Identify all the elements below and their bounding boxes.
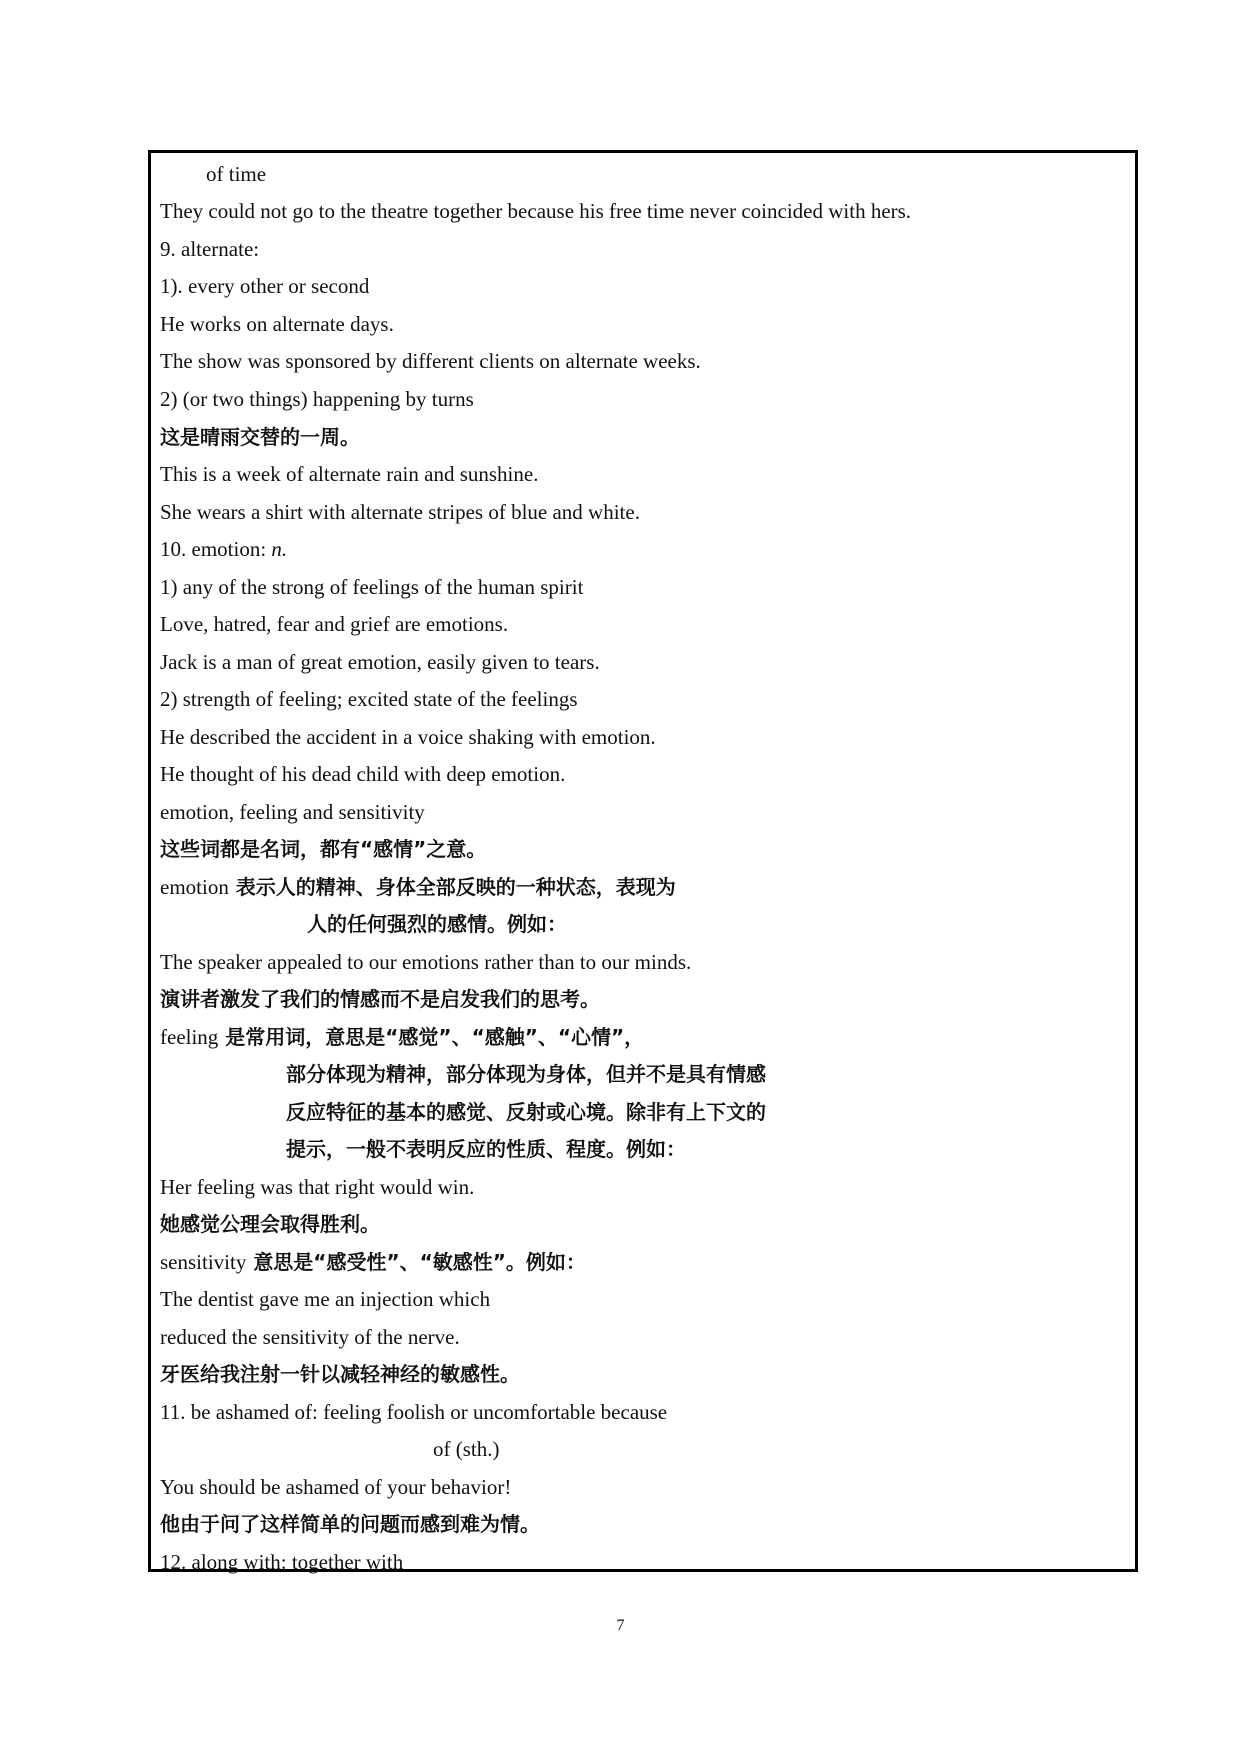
entry-heading: 12. along with: together with [160, 1550, 404, 1574]
example: Her feeling was that right would win. [160, 1175, 475, 1199]
entry-heading: 11. be ashamed of: feeling foolish or uncomfortable because [160, 1400, 668, 1424]
text-line: They could not go to the theatre together because his free time never coincided with hers. [160, 199, 912, 223]
example: Jack is a man of great emotion, easily given to tears. [160, 650, 600, 674]
definition: 2) (or two things) happening by turns [160, 387, 474, 411]
entry-heading: 9. alternate: [160, 237, 260, 261]
example: She wears a shirt with alternate stripes of blue and white. [160, 500, 640, 524]
example: You should be ashamed of your behavior! [160, 1475, 512, 1499]
example: He works on alternate days. [160, 312, 394, 336]
chinese-line: 她感觉公理会取得胜利。 [160, 1212, 380, 1236]
chinese-line: 牙医给我注射一针以减轻神经的敏感性。 [160, 1362, 520, 1386]
chinese-line: sensitivity 意思是“感受性”、“敏感性”。例如： [160, 1250, 586, 1274]
definition: 1) any of the strong of feelings of the human spirit [160, 575, 584, 599]
example: The show was sponsored by different clients on alternate weeks. [160, 349, 701, 373]
text-line: of time [206, 162, 267, 186]
entry-heading: 10. emotion: n. [160, 537, 288, 561]
example: He described the accident in a voice shaking with emotion. [160, 725, 656, 749]
chinese-line: 他由于问了这样简单的问题而感到难为情。 [160, 1512, 540, 1536]
chinese-line: 人的任何强烈的感情。例如： [307, 912, 567, 936]
chinese-line: 部分体现为精神，部分体现为身体，但并不是具有情感 [286, 1062, 766, 1086]
chinese-line: emotion 表示人的精神、身体全部反映的一种状态，表现为 [160, 875, 676, 899]
example: Love, hatred, fear and grief are emotions. [160, 612, 509, 636]
example: He thought of his dead child with deep emotion. [160, 762, 566, 786]
definition: 2) strength of feeling; excited state of the feelings [160, 687, 578, 711]
text-line: of (sth.) [433, 1437, 500, 1461]
example: This is a week of alternate rain and sunshine. [160, 462, 539, 486]
example: The dentist gave me an injection which [160, 1287, 491, 1311]
example: The speaker appealed to our emotions rather than to our minds. [160, 950, 692, 974]
page-number: 7 [616, 1617, 625, 1634]
chinese-line: 这是晴雨交替的一周。 [160, 425, 360, 449]
text-line: emotion, feeling and sensitivity [160, 800, 425, 824]
chinese-line: feeling 是常用词，意思是“感觉”、“感触”、“心情”， [160, 1025, 645, 1049]
chinese-line: 反应特征的基本的感觉、反射或心境。除非有上下文的 [286, 1100, 766, 1124]
definition: 1). every other or second [160, 274, 370, 298]
example: reduced the sensitivity of the nerve. [160, 1325, 460, 1349]
chinese-line: 这些词都是名词，都有“感情”之意。 [160, 837, 487, 861]
chinese-line: 提示，一般不表明反应的性质、程度。例如： [286, 1137, 686, 1161]
chinese-line: 演讲者激发了我们的情感而不是启发我们的思考。 [160, 987, 600, 1011]
